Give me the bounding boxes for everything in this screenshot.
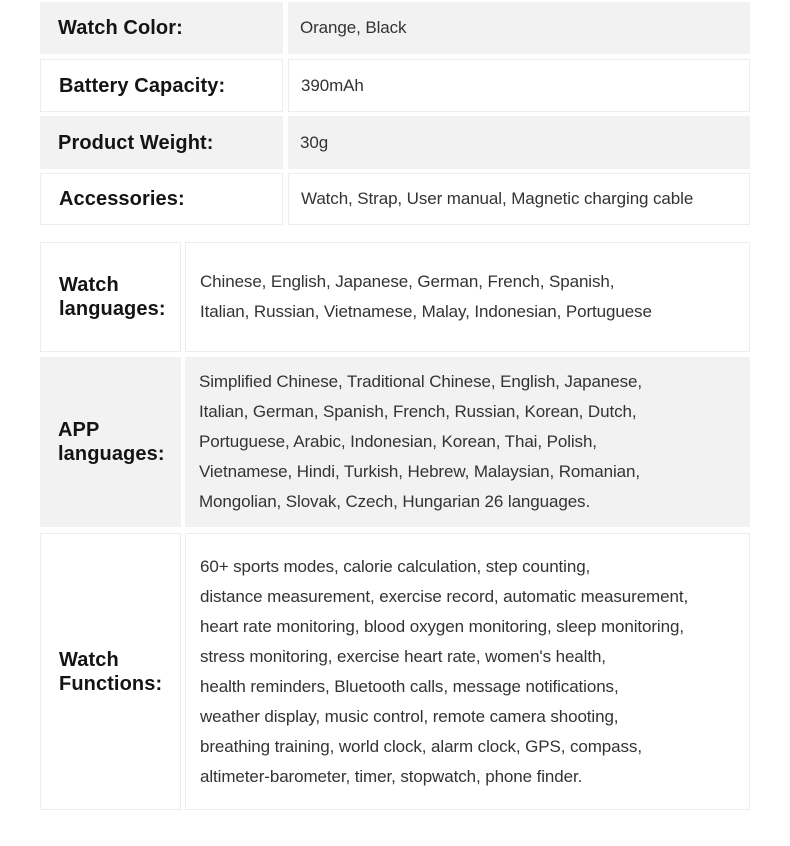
- app-languages-value-line: Simplified Chinese, Traditional Chinese, English, Japanese,: [199, 372, 642, 391]
- app-languages-label-line1: APP: [58, 419, 100, 441]
- app-languages-value-line: Portuguese, Arabic, Indonesian, Korean, Thai, Polish,: [199, 432, 597, 451]
- watch-functions-value-line: health reminders, Bluetooth calls, message notifications,: [200, 676, 619, 696]
- app-languages-label-line2: languages:: [58, 443, 165, 465]
- watch-functions-value-line: weather display, music control, remote camera shooting,: [200, 706, 619, 726]
- watch-languages-value-line: Italian, Russian, Vietnamese, Malay, Indonesian, Portuguese: [200, 302, 652, 321]
- watch-functions-label-line1: Watch: [59, 648, 119, 671]
- watch-languages-value-cell: [185, 242, 750, 352]
- watch-functions-value-line: altimeter-barometer, timer, stopwatch, phone finder.: [200, 766, 583, 786]
- app-languages-value-line: Vietnamese, Hindi, Turkish, Hebrew, Malaysian, Romanian,: [199, 462, 641, 481]
- spec-value-cell-accessories: [288, 173, 750, 225]
- watch-functions-value-line: distance measurement, exercise record, automatic measurement,: [200, 586, 689, 606]
- app-languages-value-cell: [185, 357, 750, 527]
- spec-value-product-weight: 30g: [300, 132, 329, 152]
- watch-languages-label-line1: Watch: [59, 274, 119, 296]
- spec-label-battery-capacity: Battery Capacity:: [59, 74, 226, 97]
- spec-value-battery-capacity: 390mAh: [301, 75, 364, 95]
- app-languages-value-line: Mongolian, Slovak, Czech, Hungarian 26 languages.: [199, 492, 591, 511]
- watch-functions-value-line: heart rate monitoring, blood oxygen monitoring, sleep monitoring,: [200, 616, 684, 636]
- spec-value-cell-watch-color: [288, 2, 750, 54]
- spec-value-watch-color: Orange, Black: [300, 18, 407, 37]
- spec-value-accessories: Watch, Strap, User manual, Magnetic charging cable: [301, 189, 694, 208]
- watch-languages-label-cell: [40, 242, 181, 352]
- watch-languages-label-line2: languages:: [59, 298, 166, 320]
- app-languages-value-line: Italian, German, Spanish, French, Russian, Korean, Dutch,: [199, 402, 637, 421]
- spec-value-cell-product-weight: [288, 116, 750, 169]
- spec-label-cell-watch-color: [40, 2, 283, 54]
- watch-languages-value-line: Chinese, English, Japanese, German, French, Spanish,: [200, 272, 615, 291]
- spec-label-product-weight: Product Weight:: [58, 131, 214, 154]
- watch-functions-value-line: stress monitoring, exercise heart rate, women's health,: [200, 646, 606, 666]
- spec-label-cell-product-weight: [40, 116, 283, 169]
- watch-functions-label-cell: [40, 533, 181, 810]
- spec-label-watch-color: Watch Color:: [58, 17, 183, 39]
- app-languages-label-cell: [40, 357, 181, 527]
- spec-label-accessories: Accessories:: [59, 188, 185, 210]
- spec-label-cell-battery-capacity: [40, 59, 283, 112]
- watch-functions-label-line2: Functions:: [59, 672, 163, 695]
- spec-value-cell-battery-capacity: [288, 59, 750, 112]
- watch-functions-value-line: 60+ sports modes, calorie calculation, step counting,: [200, 556, 591, 576]
- spec-label-cell-accessories: [40, 173, 283, 225]
- watch-functions-value-cell: [185, 533, 750, 810]
- watch-functions-value-line: breathing training, world clock, alarm clock, GPS, compass,: [200, 736, 642, 756]
